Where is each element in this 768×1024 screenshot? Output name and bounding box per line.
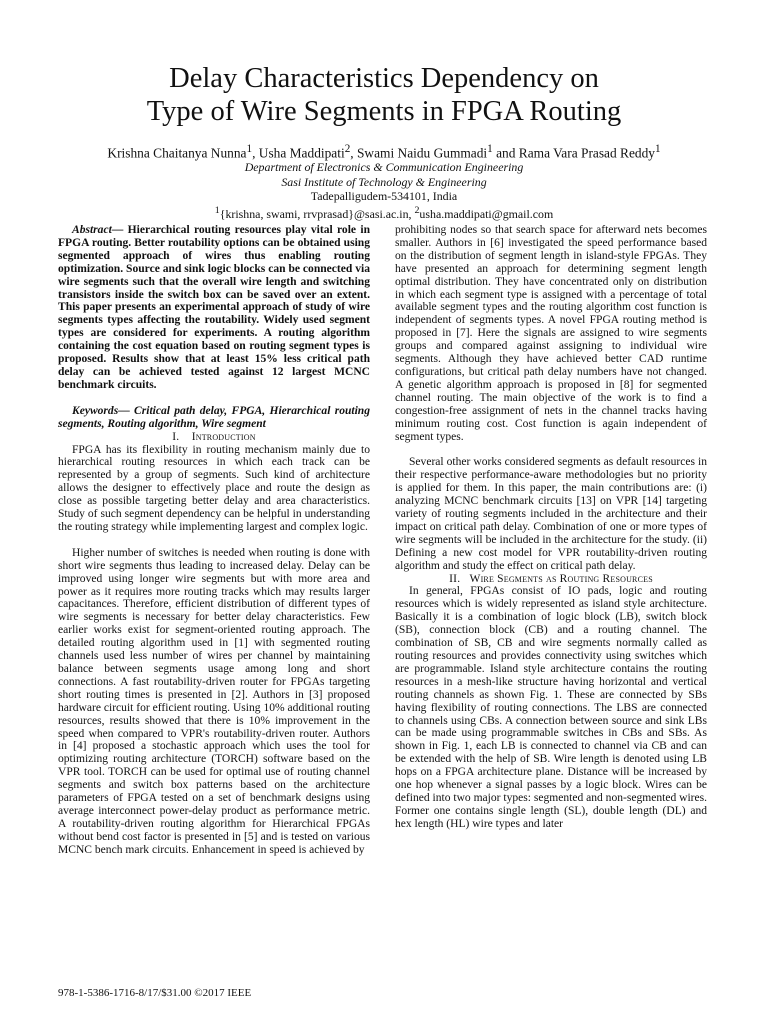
- author-separator: ,: [252, 145, 259, 161]
- author-affiliation-mark: 1: [655, 143, 661, 155]
- author-affiliation-mark: 1: [246, 143, 253, 155]
- author-list: [40, 141, 728, 161]
- abstract: [58, 224, 370, 392]
- department: Department of Electronics & Communication Engineering: [244, 160, 524, 174]
- email-mark: 2: [414, 204, 420, 216]
- body-paragraph: Several other works considered segments as default resources in their respective performance-aware methodologies but no priority is applied for them. In this paper, the main contributions are: (i) analyzing MCNC benchmark circuits [13] on VPR [14] targeting variety of routing segments included in the architecture and their impact on critical path delay. Combination of one or more types of wire segments will be included in the architecture for the study. (ii) Defining a new cost model for VPR routability-driven routing algorithm and study the effect on critical path delay.: [395, 456, 707, 572]
- email-mark: 1: [214, 204, 220, 216]
- email-line: [40, 204, 728, 222]
- author-separator: and: [492, 145, 519, 161]
- keywords-label: Keywords: [72, 404, 119, 417]
- keywords-dash: —: [118, 404, 135, 417]
- email-address: usha.maddipati@gmail.com: [419, 206, 554, 221]
- keywords-text: Critical path delay, FPGA, Hierarchical routing segments, Routing algorithm, Wire segment: [58, 404, 370, 430]
- paper-title: [40, 62, 728, 128]
- section-heading: [58, 431, 370, 444]
- section-heading: [395, 573, 707, 586]
- location: Tadepalligudem-534101, India: [310, 189, 458, 204]
- right-column: [395, 224, 707, 831]
- abstract-dash: —: [111, 224, 128, 236]
- author-affiliation-mark: 2: [344, 143, 351, 155]
- author-name: Swami Naidu Gummadi: [356, 145, 488, 161]
- body-paragraph: In general, FPGAs consist of IO pads, logic and routing resources which is widely represented as island style architecture. Basically it is a combination of logic block (LB), switch block (SB), connection block (CB) and a routing channel. The combination of SB, CB and wire segments normally called as routing resources and provides connectivity using switches which are programmable. Island style architecture contains the routing resources in a mesh-like structure having horizontal and vertical routing channels as shown Fig. 1. These are connected by SBs having flexibility of routing connections. The LBS are connected to channels using CBs. A connection between source and sink LBs can be made using programmable switches in CBs and SBs. As shown in Fig. 1, each LB is connected to channel via CB and can be extended with the help of SB. Wire length is denoted using LB hops on a FPGA architecture plane. Distance will be increased by one hop whenever a signal passes by a logic block. Wires can be defined into two major types: segmented and non-segmented wires. Former one contains single length (SL), double length (DL) and hex length (HL) wire types and later: [395, 585, 708, 830]
- keywords: [58, 405, 370, 431]
- section-title: Introduction: [191, 430, 256, 443]
- section-title: Wire Segments as Routing Resources: [469, 572, 653, 585]
- title-line-2: Type of Wire Segments in FPGA Routing: [146, 96, 622, 127]
- copyright-footer: 978-1-5386-1716-8/17/$31.00 ©2017 IEEE: [58, 987, 252, 999]
- body-paragraph: Higher number of switches is needed when routing is done with short wire segments thus leading to increased delay. Delay can be improved using longer wire segments but with more area and power as it requires more routing tracks which may results larger capacitances. Therefore, efficient distribution of different types of wire segments is necessary for better delay characteristics. Few earlier works exist for segment-oriented routing approach. The detailed routing algorithm used in [1] with segmented routing channels used less number of wires per channel by maintaining balance between segments usage among long and short connections. A fast routability-driven router for FPGAs targeting short routing times is presented in [2]. Authors in [3] proposed hardware circuit for efficient routing. Using 10% additional routing resources, results showed that there is 10% improvement in the speed when compared to VPR's routability-driven router. Authors in [4] proposed a stochastic approach which uses the tool for optimizing routing architecture (TORCH) software based on the VPR tool. TORCH can be used for optimal use of routing channel segments and switch box patterns based on the architecture parameters of FPGA tested on a set of benchmark designs using average interconnect power-delay product as performance metric. A routability-driven routing algorithm for Hierarchical FPGAs without bend cost factor is presented in [5] and is tested on various MCNC bench mark circuits. Enhancement in speed is achieved by: [58, 546, 370, 856]
- body-paragraph: prohibiting nodes so that search space for afterward nets becomes smaller. Authors in [6] investigated the speed performance based on the distribution of segment length in island-style FPGAs. They have presented an approach for determining segment length optimal distribution. They have concentrated only on distribution in which each segment type is assigned with a percentage of total available segment types and the routing algorithm cost function is independent of segments types. A novel FPGA routing method is proposed in [7]. Here the signals are assigned to wire segments groups and compared against assigning to individual wire segments. Although they have achieved better CAD runtime configurations, but critical path delay numbers have not changed. A genetic algorithm approach is proposed in [8] for segmented channel routing. The main objective of the work is to find a congestion-free assignment of nets in the channel tracks having minimum routing cost. Cost function is again independent of segment types.: [395, 224, 707, 443]
- title-line-1: Delay Characteristics Dependency on: [169, 63, 599, 94]
- email-addresses: {krishna, swami, rrvprasad}@sasi.ac.in,: [219, 206, 415, 221]
- author-name: Krishna Chaitanya Nunna: [107, 145, 247, 161]
- abstract-text: Hierarchical routing resources play vital role in FPGA routing. Better routability options can be obtained using segmented approach of wires thus enabling routing optimization. Source and sink logic blocks can be connected via wire segments such that the overall wire length and switching transistors inside the switch box can be saved over an extent. This paper presents an experimental approach of study of wire segments types affecting the routability. Widely used segment types are considered for experiments. A routing algorithm containing the cost equation based on routing segment types is proposed. Results show that at least 15% less critical path delay can be achieved tested against 12 largest MCNC benchmark circuits.: [58, 224, 370, 391]
- author-affiliation-mark: 1: [487, 143, 493, 155]
- author-separator: ,: [350, 145, 357, 161]
- affiliation-block: [40, 160, 728, 221]
- section-number: II.: [449, 572, 461, 585]
- left-column: [58, 224, 370, 857]
- section-number: I.: [172, 430, 180, 443]
- institute: Sasi Institute of Technology & Engineering: [281, 174, 487, 189]
- author-name: Rama Vara Prasad Reddy: [518, 145, 656, 161]
- abstract-label: Abstract: [72, 224, 112, 236]
- author-name: Usha Maddipati: [258, 145, 345, 161]
- body-paragraph: FPGA has its flexibility in routing mechanism mainly due to hierarchical routing resources in which each track can be represented by a group of segments. Such kind of architecture allows the designer to effectively place and route the design as close as possible targeting better delay and area characteristics. Study of such segment dependency can be helpful in understanding the routing strategy while implementing largest and complex logic.: [58, 443, 370, 533]
